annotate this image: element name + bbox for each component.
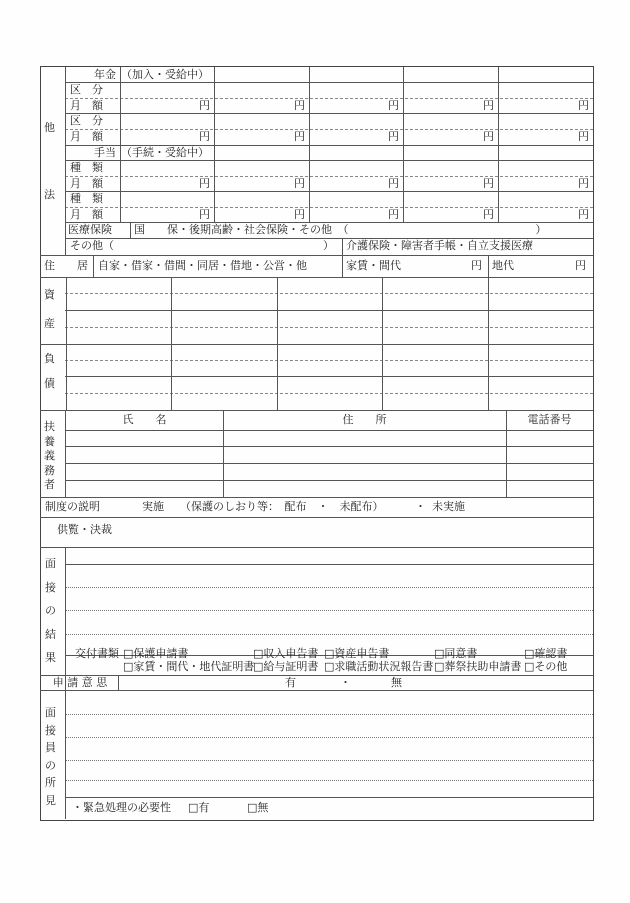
yen-unit: 円 [388,208,399,221]
divider [130,222,131,238]
side-label-opinion: の [45,758,56,772]
amount-input-field[interactable] [499,130,570,143]
amount-input-field[interactable] [499,177,570,190]
pension-status: （加入・受給中） [121,68,209,81]
side-label-opinion: 員 [45,741,56,754]
divider [40,277,593,278]
system-explanation-label: 制度の説明 [45,500,100,513]
divider [65,327,593,328]
amount-input-field[interactable] [215,83,286,96]
amount-input-field[interactable] [499,114,570,127]
amount-input-field[interactable] [404,192,475,205]
intent-separator: ・ [340,676,351,689]
divider [65,376,593,377]
yen-unit: 円 [294,99,305,112]
amount-input-field[interactable] [404,99,475,112]
rent-label: 家賃・間代 [346,259,401,272]
divider [40,690,593,691]
amount-input-field[interactable] [215,130,286,143]
divider [40,547,593,548]
side-label-law: 法 [44,188,55,201]
yen-unit: 円 [388,177,399,190]
land-rent-label: 地代 [492,259,514,272]
divider [65,446,593,447]
divider [382,277,383,410]
yen-unit: 円 [483,208,494,221]
yen-unit: 円 [199,177,210,190]
yen-unit: 円 [388,99,399,112]
amount-input-field[interactable] [215,161,286,174]
amount-input-field[interactable] [121,83,191,96]
side-label-support: 扶 [44,420,55,433]
divider [66,760,593,761]
document-checkbox[interactable]: □保護申請書 [123,647,189,660]
other-benefits-label: その他（ ） [70,239,334,252]
amount-input-field[interactable] [499,99,570,112]
row-label-monthly: 月 額 [70,177,103,190]
residence-label: 住 居 [44,259,88,272]
urgency-no-checkbox[interactable]: □無 [247,801,269,814]
side-label-opinion: 面 [45,706,56,719]
divider [342,255,343,277]
row-label-monthly: 月 額 [70,208,103,221]
side-label-opinion: 所 [45,776,56,789]
amount-input-field[interactable] [404,83,475,96]
review-approval-label: 供覧・決裁 [57,523,112,536]
divider [93,255,94,277]
amount-input-field[interactable] [310,192,380,205]
yen-unit: 円 [294,208,305,221]
yen-unit: 円 [578,130,589,143]
row-label-category: 区 分 [70,83,103,96]
document-checkbox[interactable]: □資産申告書 [324,647,390,660]
row-label-type: 種 類 [70,161,103,174]
amount-input-field[interactable] [310,114,380,127]
side-label-assets-1: 資 [44,288,55,301]
pension-label: 年金 [94,68,116,81]
urgency-yes-checkbox[interactable]: □有 [188,801,210,814]
amount-input-field[interactable] [121,208,191,221]
medical-insurance-label: 医療保険 [68,223,112,236]
amount-input-field[interactable] [310,161,380,174]
side-label-result: 接 [45,580,56,594]
application-intent-label: 申 請 意 思 [52,676,108,689]
header-name: 氏 名 [122,413,167,426]
amount-input-field[interactable] [121,161,191,174]
divider [65,67,66,255]
divider [488,277,489,410]
side-label-support: 義 [44,449,55,462]
yen-unit: 円 [578,99,589,112]
amount-input-field[interactable] [121,99,191,112]
separator: ・ [415,500,426,513]
amount-input-field[interactable] [499,208,570,221]
divider [66,780,593,781]
yen-unit: 円 [578,177,589,190]
amount-input-field[interactable] [215,114,286,127]
side-label-support: 務 [44,463,55,477]
document-checkbox[interactable]: □求職活動状況報告書 [324,660,434,673]
divider [488,255,489,277]
side-label-opinion: 接 [45,723,56,737]
amount-input-field[interactable] [404,130,475,143]
divider [65,360,593,361]
amount-input-field[interactable] [310,83,380,96]
document-checkbox[interactable]: □葬祭扶助申請書 [434,660,522,673]
header-phone: 電話番号 [527,413,572,426]
documents-label: 交付書類 [75,647,119,660]
medical-insurance-options: 国 保・後期高齢・社会保険・その他 （ ） [134,223,547,236]
amount-input-field[interactable] [215,208,286,221]
divider [66,587,593,588]
divider [40,497,593,498]
amount-input-field[interactable] [404,161,475,174]
yen-unit: 円 [199,208,210,221]
side-label-other: 他 [44,121,55,134]
divider [118,675,119,690]
yen-unit: 円 [578,208,589,221]
divider [40,255,593,256]
amount-input-field[interactable] [499,161,570,174]
allowance-status: （手続・受給中） [121,146,209,159]
document-checkbox[interactable]: □確認書 [524,647,568,660]
divider [65,310,593,311]
amount-input-field[interactable] [215,99,286,112]
divider [277,277,278,410]
divider [66,714,593,715]
divider [65,480,593,481]
distribution-detail: （保護のしおり等： 配布 ・ 未配布） [180,500,384,513]
divider [342,238,343,255]
divider [40,410,593,411]
divider [65,463,593,464]
divider [40,517,593,518]
divider [171,277,172,410]
amount-input-field[interactable] [121,192,191,205]
divider [65,564,593,565]
side-label-debts-1: 負 [44,352,55,365]
rent-yen: 円 [471,259,482,272]
side-label-result: 結 [45,627,56,641]
divider [66,610,593,611]
amount-input-field[interactable] [121,114,191,127]
row-label-category: 区 分 [70,114,103,127]
amount-input-field[interactable] [404,177,475,190]
row-label-monthly: 月 額 [70,130,103,143]
divider [65,293,593,294]
urgency-label: ・緊急処理の必要性 [72,801,171,814]
side-label-debts-2: 債 [44,377,55,390]
side-label-result: の [45,604,56,617]
divider [65,797,593,798]
document-checkbox[interactable]: □同意書 [434,647,478,660]
document-checkbox[interactable]: □その他 [524,660,568,673]
allowance-label: 手当 [94,146,116,159]
amount-input-field[interactable] [310,130,380,143]
intent-yes[interactable]: 有 [285,676,296,689]
divider [40,675,593,676]
land-rent-yen: 円 [575,259,586,272]
divider [65,393,593,394]
amount-input-field[interactable] [215,192,286,205]
divider [40,344,593,345]
side-label-assets-2: 産 [44,317,55,330]
side-label-result: 果 [45,651,56,664]
side-label-support: 者 [44,478,55,491]
amount-input-field[interactable] [310,208,380,221]
row-label-monthly: 月 額 [70,99,103,112]
welfare-options: 介護保険・障害者手帳・自立支援医療 [346,239,533,252]
amount-input-field[interactable] [310,99,380,112]
amount-input-field[interactable] [404,114,475,127]
implemented-option[interactable]: 実施 [142,500,164,513]
yen-unit: 円 [483,99,494,112]
divider [65,430,593,431]
yen-unit: 円 [483,177,494,190]
header-address: 住 所 [342,413,387,426]
side-label-opinion: 見 [45,793,56,807]
divider [66,737,593,738]
amount-input-field[interactable] [121,177,191,190]
yen-unit: 円 [294,177,305,190]
yen-unit: 円 [388,130,399,143]
residence-options: 自家・借家・借間・同居・借地・公営・他 [98,259,307,272]
document-checkbox[interactable]: □家賃・間代・地代証明書 [123,660,255,673]
yen-unit: 円 [483,130,494,143]
yen-unit: 円 [199,99,210,112]
yen-unit: 円 [294,130,305,143]
amount-input-field[interactable] [404,208,475,221]
divider [66,277,67,410]
row-label-type: 種 類 [70,192,103,205]
amount-input-field[interactable] [499,192,570,205]
document-checkbox[interactable]: □給与証明書 [253,660,319,673]
amount-input-field[interactable] [121,130,191,143]
intent-no[interactable]: 無 [391,676,402,689]
amount-input-field[interactable] [499,83,570,96]
side-label-support: 養 [44,434,55,448]
yen-unit: 円 [199,130,210,143]
document-checkbox[interactable]: □収入申告書 [253,647,319,660]
amount-input-field[interactable] [215,177,286,190]
amount-input-field[interactable] [310,177,380,190]
not-implemented-option[interactable]: 未実施 [432,500,465,513]
divider [66,634,593,635]
side-label-result: 面 [45,557,56,570]
